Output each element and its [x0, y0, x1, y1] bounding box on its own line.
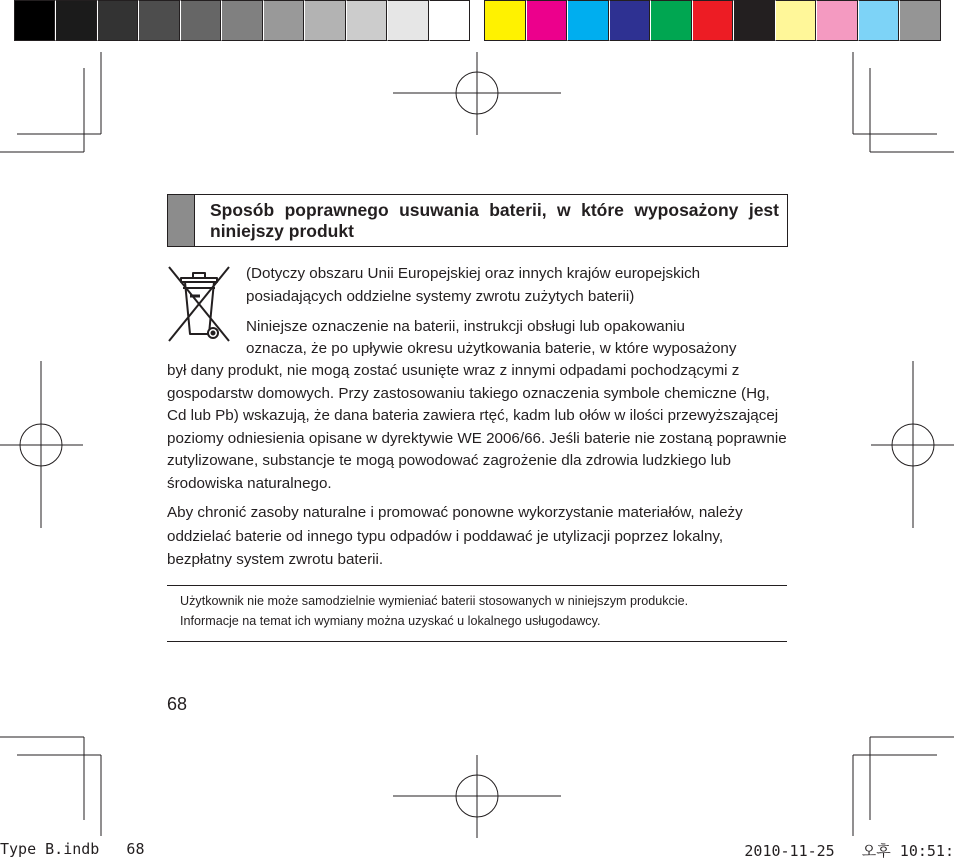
slug-timestamp: 2010-11-25 오후 10:51:	[744, 842, 954, 860]
paragraph1-line-2: oznacza, że po upływie okresu użytkowania baterie, w które wyposażony	[246, 340, 737, 357]
heading-tab	[168, 195, 195, 246]
crossed-out-wheelie-bin-icon	[167, 264, 237, 344]
intro-line-2: posiadających oddzielne systemy zwrotu zużytych baterii)	[246, 288, 635, 305]
registration-mark-icon	[871, 361, 954, 528]
paragraph1-body: był dany produkt, nie mogą zostać usunięte wraz z innymi odpadami pochodzącymi z gospodarstw domowych. Przy zastosowaniu takiego oznaczenia symbole chemiczne (Hg, Cd lub Pb) wskazują, że dana bateria zawiera rtęć, kadm lub ołów w ilości przewyższającej poziomy odniesienia opisane w dyrektywie WE 2006/66. Jeśli baterie nie zostaną poprawnie zutylizowane, substancje te mogą powodować zagrożenie dla zdrowia ludzkiego lub środowiska naturalnego.	[167, 362, 787, 492]
registration-mark-icon	[393, 52, 561, 135]
note-bottom-rule	[167, 641, 787, 642]
note-top-rule	[167, 585, 787, 586]
section-heading	[167, 194, 788, 247]
registration-mark-icon	[0, 361, 83, 528]
note-box	[180, 591, 780, 631]
page-title: Sposób poprawnego usuwania baterii, w które wyposażony jest niniejszy produkt	[210, 200, 779, 241]
registration-mark-icon	[393, 755, 561, 838]
paragraph2: Aby chronić zasoby naturalne i promować ponowne wykorzystanie materiałów, należy oddzielać baterie od innego typu odpadów i poddawać je utylizacji poprzez lokalny, bezpłatny system zwrotu baterii.	[167, 504, 743, 568]
paragraph1-line-1: Niniejsze oznaczenie na baterii, instrukcji obsługi lub opakowaniu	[246, 318, 685, 335]
page-number: 68	[167, 694, 188, 714]
note-line-2: Informacje na temat ich wymiany można uzyskać u lokalnego usługodawcy.	[180, 614, 601, 628]
slug-file-info: Type B.indb 68	[0, 840, 145, 858]
note-line-1: Użytkownik nie może samodzielnie wymieniać baterii stosowanych w niniejszym produkcie.	[180, 594, 689, 608]
intro-line-1: (Dotyczy obszaru Unii Europejskiej oraz innych krajów europejskich	[246, 265, 701, 282]
